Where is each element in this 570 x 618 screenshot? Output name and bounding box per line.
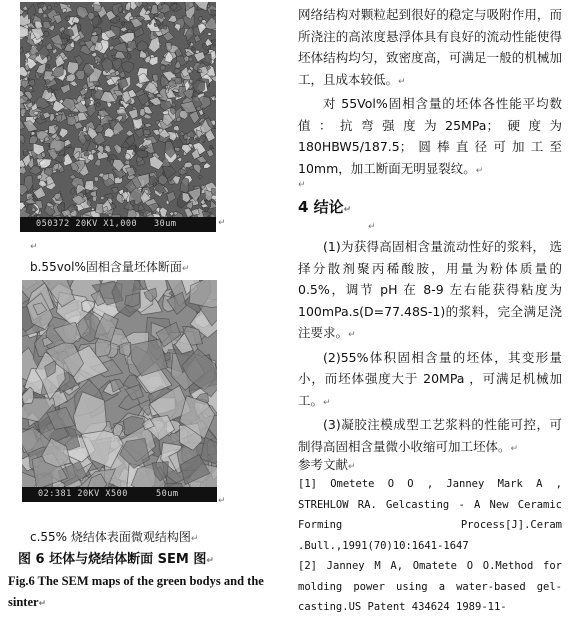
paragraph	[298, 4, 562, 93]
sem-image-sintered	[22, 280, 217, 502]
sem-image-green-body	[20, 2, 216, 232]
figure-title	[18, 548, 214, 567]
section-heading	[298, 196, 351, 217]
caption-b	[30, 258, 189, 275]
conclusion-item	[298, 236, 562, 347]
paragraph-mark: ↵	[38, 599, 47, 609]
body-text-top	[298, 4, 562, 182]
references-heading	[298, 455, 356, 473]
references-list	[298, 474, 562, 618]
paragraph-text: 对 55Vol%固相含量的坯体各性能平均数值：抗弯强度为25MPa；硬度为180HBW5/187.5；圆棒直径可加工至 10mm，加工断面无明显裂纹。	[298, 96, 562, 176]
conclusion-item	[298, 347, 562, 415]
paragraph-mark: ↵	[298, 180, 306, 190]
paragraph-text: 网络结构对颗粒起到很好的稳定与吸附作用，而所浇注的高浓度悬浮体具有良好的流动性能使得坯体结构均匀，致密度高，可满足一般的机械加工，且成本较低。	[298, 7, 562, 87]
paragraph-mark: ↵	[218, 496, 226, 506]
references-heading-text: 参考文献	[298, 457, 349, 472]
paragraph-mark: ↵	[510, 443, 519, 454]
conclusion-text: (2)55%体积固相含量的坯体，其变形量小，而坯体强度大于 20MPa ，可满足机械加工。	[298, 349, 562, 408]
paragraph-mark: ↵	[323, 397, 331, 408]
paragraph-mark: ↵	[348, 462, 356, 472]
paragraph-mark: ↵	[343, 205, 352, 215]
conclusions	[298, 236, 562, 460]
reference-item: [2] Janney M A, Omatete O O.Method for molding power using a water-based gel-casting.US Patent 434624 1989-11-	[298, 560, 562, 613]
figure-title-text: 图 6 坯体与烧结体断面 SEM 图	[18, 552, 207, 567]
sem-scale-bar: 050372 20KV X1,000 30um	[20, 217, 216, 232]
caption-c-text: c.55% 烧结体表面微观结构图	[30, 530, 191, 544]
sem-scale-bar: 02:381 20KV X500 50um	[22, 487, 217, 502]
section-heading-text: 4 结论	[298, 198, 344, 216]
caption-c	[30, 528, 198, 545]
paragraph-mark: ↵	[398, 76, 406, 87]
figure-title-english	[8, 571, 272, 615]
reference-item: [1] Ometete O O , Janney Mark A , STREHLOW RA. Gelcasting - A New Ceramic Forming Process[J].Ceram .Bull.,1991(70)10:1641-1647	[298, 478, 562, 552]
paragraph-mark: ↵	[206, 556, 214, 566]
paragraph	[298, 93, 562, 182]
paragraph-mark: ↵	[30, 242, 38, 252]
figure-title-english-text: Fig.6 The SEM maps of the green bodys and the sinter	[8, 574, 264, 609]
paragraph-mark: ↵	[181, 264, 190, 274]
paragraph-mark: ↵	[348, 330, 356, 340]
paragraph-mark: ↵	[218, 218, 226, 228]
conclusion-text: (3)凝胶注模成型工艺浆料的性能可控，可制得高固相含量微小收缩可加工坯体。	[298, 417, 562, 454]
paragraph-mark: ↵	[475, 165, 484, 176]
caption-b-text: b.55vol%固相含量坯体断面	[30, 260, 182, 274]
paragraph-mark: ↵	[368, 222, 376, 232]
paragraph-mark: ↵	[190, 534, 199, 544]
conclusion-text: (1)为获得高固相含量流动性好的浆料， 选择分散剂聚丙稀酸胺，用量为粉体质量的 0.5%，调节 pH 在 8-9 左右能获得粘度为 100mPa.s(D=77.48S-1)的浆料，完全满足浇注要求。	[298, 239, 562, 340]
conclusion-item	[298, 414, 562, 460]
